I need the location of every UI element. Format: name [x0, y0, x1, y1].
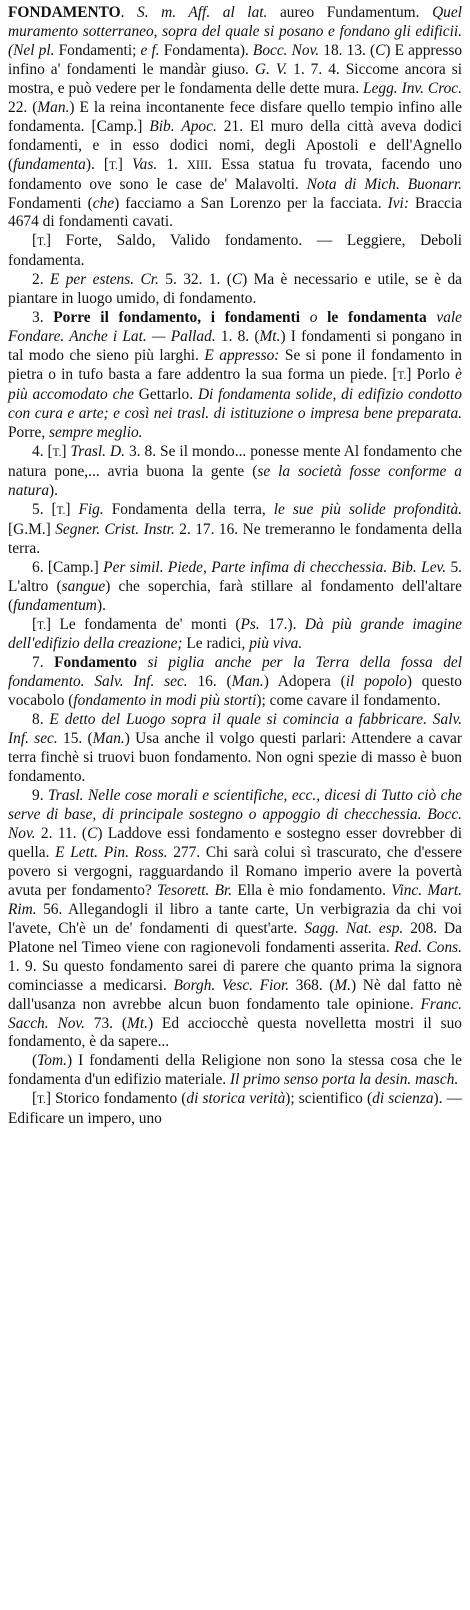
entry-sense-paragraph: 7. Fondamento si piglia anche per la Terra della fossa del fondamento. Salv. Inf. sec. 16. (Man.) Adopera (il popolo) questo vocabolo (fondamento in modi più storti); come cavare il fondamento.	[8, 654, 462, 710]
entry-sense-paragraph: (Tom.) I fondamenti della Religione non sono la stessa cosa che le fondamenta d'un edifizio materiale. Il primo senso porta la desin. masch.	[8, 1052, 462, 1089]
dictionary-entry-fondamento	[8, 4, 462, 1129]
entry-sense-paragraph: 5. [T.] Fig. Fondamenta della terra, le sue più solide profondità. [G.M.] Segner. Crist. Instr. 2. 17. 16. Ne tremeranno le fondamenta della terra.	[8, 500, 463, 557]
entry-sense-paragraph: 4. [T.] Trasl. D. 3. 8. Se il mondo... ponesse mente Al fondamento che natura pone,... avria buona la gente (se la società fosse conforme a natura).	[8, 442, 463, 499]
entry-sense-paragraph: [T.] Storico fondamento (di storica verità); scientifico (di scienza). — Edificare un impero, uno	[8, 1090, 462, 1128]
entry-sense-paragraph: 3. Porre il fondamento, i fondamenti o le fondamenta vale Fondare. Anche i Lat. — Pallad. 1. 8. (Mt.) I fondamenti si pongano in tal modo che sieno più larghi. E appresso: Se si pone il fondamento in pietra o in tufo basta a fare addentro la sua forma un piede. [T.] Porlo è più accomodato che Gettarlo. Di fondamenta solide, di edifizio condotto con cura e arte; e così nei trasl. di istituzione o impresa bene preparata. Porre, sempre meglio.	[8, 309, 463, 441]
entry-sense-paragraph: 6. [Camp.] Per simil. Piede, Parte infima di checchessia. Bib. Lev. 5. L'altro (sangue) che soperchia, farà stillare al fondamento dell'altare (fundamentum).	[8, 558, 462, 614]
entry-sense-paragraph: 8. E detto del Luogo sopra il quale si comincia a fabbricare. Salv. Inf. sec. 15. (Man.) Usa anche il volgo questi parlari: Attendere a cavar terra finchè si truovi buon fondamento. Non ogni spezie di masso è buon fondamento.	[8, 711, 463, 786]
entry-sense-paragraph: [T.] Le fondamenta de' monti (Ps. 17.). Dà più grande imagine dell'edifizio della creazione; Le radici, più viva.	[8, 615, 462, 653]
entry-sense-paragraph: [T.] Forte, Saldo, Valido fondamento. — Leggiere, Deboli fondamenta.	[8, 232, 462, 270]
entry-sense-paragraph: 9. Trasl. Nelle cose morali e scientifiche, ecc., dicesi di Tutto ciò che serve di base, di principale sostegno o appoggio di checchessia. Bocc. Nov. 2. 11. (C) Laddove essi fondamento e sostegno esser dovrebber di quella. E Lett. Pin. Ross. 277. Chi sarà colui sì trascurato, che d'essere povero si vergogni, ragguardando il Romano imperio avere la povertà avuta per fondamento? Tesorett. Br. Ella è mio fondamento. Vinc. Mart. Rim. 56. Allegandogli il libro a tante carte, Un verbigrazia da chi voi l'avete, Ch'è un de' fondamenti di quest'arte. Sagg. Nat. esp. 208. Da Platone nel Timeo viene con ragionevoli fondamenti asserita. Red. Cons. 1. 9. Su questo fondamento sarei di parere che quanto prima la signora cominciasse a medicarsi. Borgh. Vesc. Fior. 368. (M.) Nè dal fatto nè dall'usanza non avrebbe alcun buon fondamento tale opinione. Franc. Sacch. Nov. 73. (Mt.) Ed acciocchè questa novelletta mostri il suo fondamento, è da sapere...	[8, 787, 462, 1051]
entry-definition: FONDAMENTO. S. m. Aff. al lat. aureo Fundamentum. Quel muramento sotterraneo, sopra del quale si posano e fondano gli edificii. (Nel pl. Fondamenti; e f. Fondamenta). Bocc. Nov. 18. 13. (C) E appresso infino a' fondamenti le mandàr giuso. G. V. 1. 7. 4. Siccome ancora si mostra, e può vedere per le fondamenta delle dette mura. Legg. Inv. Croc. 22. (Man.) E la reina incontanente fece disfare quello tempio infino alle fondamenta. [Camp.] Bib. Apoc. 21. El muro della città aveva dodici fondamenti, e in esso dodici nomi, degli Apostoli e dell'Agnello (fundamenta). [T.] Vas. 1. XIII. Essa statua fu trovata, facendo uno fondamento ove sono le case de' Malavolti. Nota di Mich. Buonarr. Fondamenti (che) facciamo a San Lorenzo per la facciata. Ivi: Braccia 4674 di fondamenti cavati.	[8, 4, 463, 231]
entry-sense-paragraph: 2. E per estens. Cr. 5. 32. 1. (C) Ma è necessario e utile, se è da piantare in luogo umido, di fondamento.	[8, 271, 463, 308]
